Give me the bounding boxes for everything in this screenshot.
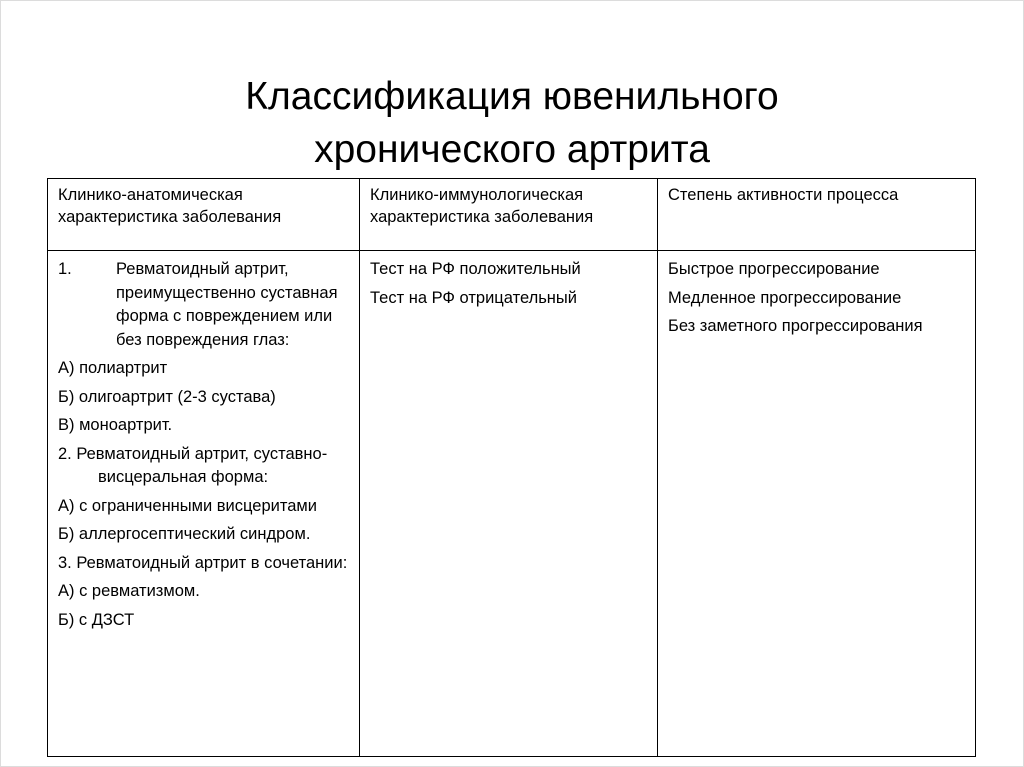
header-clinical-immunological: Клинико-иммунологическая характеристика заболевания (360, 179, 658, 251)
subitem-polyarthritis: А) полиартрит (58, 359, 168, 377)
title-line-2: хронического артрита (314, 128, 710, 172)
no-progression: Без заметного прогрессирования (668, 317, 923, 335)
header-clinical-anatomical: Клинико-анатомическая характеристика заболевания (48, 179, 360, 251)
table-body-row (48, 251, 976, 757)
rf-positive: Тест на РФ положительный (370, 260, 581, 278)
subitem-dzst: Б) с ДЗСТ (58, 610, 135, 629)
page-title (0, 70, 1024, 176)
table-header-row (48, 179, 976, 251)
list-item-1 (58, 258, 349, 352)
subitem-rheumatism: А) с ревматизмом. (58, 582, 200, 600)
subitem-oligoarthritis: Б) олигоартрит (2-3 сустава) (58, 387, 276, 406)
rf-negative: Тест на РФ отрицательный (370, 288, 577, 307)
cell-clinical-anatomical (48, 251, 360, 757)
list-item-1-text: Ревматоидный артрит, преимущественно суставная форма с повреждением или без повреждения глаз: (116, 260, 338, 349)
subitem-allergoseptic: Б) аллергосептический синдром. (58, 525, 311, 543)
list-item-1-number: 1. (58, 260, 72, 278)
header-activity-degree: Степень активности процесса (658, 179, 976, 251)
title-line-1: Классификация ювенильного (245, 75, 779, 119)
subitem-monoarthritis: В) моноартрит. (58, 416, 173, 434)
list-item-3: 3. Ревматоидный артрит в сочетании: (58, 553, 348, 572)
classification-table (47, 178, 976, 757)
cell-clinical-immunological (360, 251, 658, 757)
fast-progression: Быстрое прогрессирование (668, 260, 880, 278)
subitem-limited-visceritis: А) с ограниченными висцеритами (58, 496, 317, 515)
cell-activity-degree (658, 251, 976, 757)
slow-progression: Медленное прогрессирование (668, 288, 902, 307)
list-item-2: 2. Ревматоидный артрит, суставно-висцеральная форма: (58, 444, 328, 486)
